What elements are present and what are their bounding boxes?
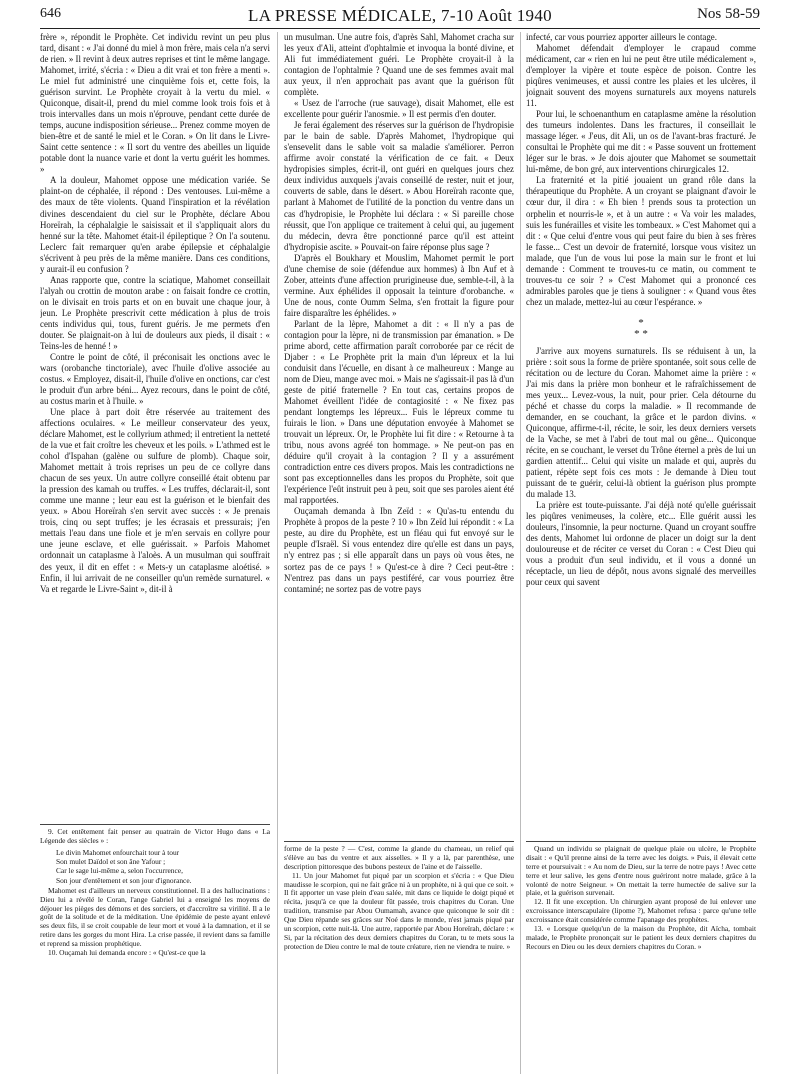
column-2-body <box>284 32 514 838</box>
page-number: 646 <box>40 6 61 21</box>
footnote-10: 10. Ouçamah lui demanda encore : « Qu'est-ce que la <box>48 947 206 957</box>
footnote-10-continued: forme de la peste ? — C'est, comme la glande du chameau, un relief qui s'élève au bas du ventre et aux aisselles. » Il y a là, par parenthèse, une description pittoresque des bubons pesteux de l'aine et de l'aisselle. <box>284 844 514 871</box>
paragraph: frère », répondit le Prophète. Cet individu revint un peu plus tard, disant : « J'ai donné du miel à mon frère, mais cela n'a servi de rien. » Il revint à deux autres reprises et tint le même langage. Mahomet, irrité, s'écria : « Dieu a dit vrai et ton frère a menti ». Le miel fut administré une cinquième fois et, cette fois, la guérison survint. Le Prophète croyait à la vertu du miel. « Quiconque, disait-il, prend du miel comme look trois fois et à trois intervalles dans un mois n'éprouve, pendant cette durée de temps, aucune indisposition sérieuse... Prenez comme moyen de bien-être et de santé le miel et le Coran. » On lit dans le Livre-Saint cette sentence : « Il sort du ventre des abeilles un liquide potable dont la nuance varie et dont la vertu guérit les hommes. » <box>40 32 270 175</box>
verse-line: Son mulet Daïdol et son âne Yafour ; <box>56 857 166 866</box>
paragraph: Contre le point de côté, il préconisait les onctions avec le wars (orobanche tinctoriale), avec l'huile d'olive associée au costus. « Employez, disait-il, l'huile d'olive en onctions, car c'est le produit d'un arbre béni... Ayez recours, dans le point de côté, au costus marin et à l'huile. » <box>40 351 270 407</box>
footnote-9-continued: Mahomet est d'ailleurs un nerveux constitutionnel. Il a des hallucinations : Dieu lui a révélé le Coran, l'ange Gabriel lui a enseigné les moyens de déjouer les pièges des démons et des sorciers, et d'accroître sa virilité. Il a le goût de la solitude et de la méditation. Une épidémie de peste ayant enlevé ses deux fils, il se croit coupable de leur mort et voué à la damnation, et il se retire dans les gorges du mont Hira. La crise passée, il revient dans sa famille et reprend sa mission prophétique. <box>40 885 270 948</box>
footnotes <box>526 845 756 952</box>
paragraph: Mahomet défendait d'employer le crapaud comme médicament, car « rien en lui ne peut être utile médicalement », d'employer la vipère et toute espèce de poison. Contre les piqûres venimeuses, et aussi contre les plaies et les ulcères, il joignait souvent des moyens surnaturels aux moyens naturels 11. <box>526 43 756 109</box>
paragraph: Pour lui, le schoenanthum en cataplasme amène la résolution des tumeurs indolentes. Dans les fractures, il conseillait le massage léger. « J'eus, dit Ali, un os de l'avant-bras fracturé. Je consultai le Prophète qui me dit : « Passe souvent un frottement léger sur le bras. » Je dois ajouter que Mahomet se soumettait lui-même, de bon gré, aux interventions chirurgicales 12. <box>526 109 756 175</box>
paragraph: Je ferai également des réserves sur la guérison de l'hydropisie par le bain de sable. D'après Mahomet, l'hydropique qui s'ensevelit dans le sable voit sa maladie s'améliorer. Perron affirme avoir constaté la vérification de ce fait. « Deux hydropisies simples, écrit-il, ont guéri en quelques jours chez deux individus auxquels j'avais conseillé de rester, nuit et jour, couverts de sable, dans le désert. » Abou Horeïrah raconte que, parlant à Mahomet de l'utilité de la ponction du ventre dans un cas d'hydropisie, le Prophète lui déclara : « Si pareille chose réussit, que l'on applique ce traitement à celui qui, au jugement du médecin, devra être ponctionné parce qu'il est atteint d'hydropisie ascite. » Pouvait-on faire réponse plus sage ? <box>284 120 514 252</box>
footnote-11: 11. Un jour Mahomet fut piqué par un scorpion et s'écria : « Que Dieu maudisse le scorpion, qui ne fait grâce ni à un prophète, ni à qui que ce soit. » Il fit apporter un vase plein d'eau salée, mit dans ce liquide le doigt piqué et récita, jusqu'à ce que la douleur fût passée, trois chapitres du Coran. Une tradition, transmise par Abou Oumamah, avance que quiconque le soir dit : Que Dieu répande ses grâces sur Noé dans le monde, n'est jamais piqué par un scorpion, cette nuit-là. Une autre, rapportée par Abou Horeïrah, déclare : « Si, par la récitation des deux derniers chapitres du Coran, tu te mets sous la protection de Dieu contre le mal de toute créature, rien ne viendra te nuire. » <box>284 870 514 951</box>
footnote-rule <box>526 841 756 842</box>
column-divider <box>520 32 521 1074</box>
paragraph: Parlant de la lèpre, Mahomet a dit : « Il n'y a pas de contagion pour la lèpre, ni de transmission par émanation. » De prime abord, cette affirmation paraît corroborée par ce récit de Djaber : « Le Prophète prit la main d'un lépreux et la lui conduisit dans l'écuelle, en disant à ce malheureux : Mange au nom de Dieu, mange avec moi. » Mais ne s'agissait-il pas là d'un geste de pitié fraternelle ? En tout cas, certains propos de Mahomet éveillent l'idée de contagiosité : « Ne fixez pas pendant longtemps les lépreux... Fuis le lépreux comme tu fuirais le lion. » Dans une députation envoyée à Mahomet se trouvait un lépreux. Or, le Prophète lui fit dire : « Retourne à ta tribu, nous avons agréé ton hommage. » Ne peut-on pas en déduire qu'il croyait à la contagion ? Il y a assurément contradiction entre ces divers propos. Mais les contradictions ne sont pas exceptionnelles dans les propos du Prophète, soit que l'expérience l'eût instruit peu à peu, soit que ses paroles aient été mal rapportées. <box>284 318 514 506</box>
paragraph: La fraternité et la pitié jouaient un grand rôle dans la thérapeutique du Prophète. A un croyant se plaignant d'avoir le cœur dur, il dira : « Eh bien ! prends sous ta protection un orphelin et nourris-le », et à un autre : « Va voir les malades, suis les funérailles et visite les tombeaux. » C'est Mahomet qui a dit : « Que celui d'entre vous qui peut faire du bien à ses frères le fasse... C'est un devoir de fraternité, lorsque vous visitez un malade, que l'un de vous lui pose la main sur le front et lui demande : Comment te trouves-tu ce matin, ou comment te trouves-tu ce soir ? » C'est Mahomet qui a prononcé ces admirables paroles que je tiens à souligner : « Quand vous êtes chez un malade, mettez-lui au cœur l'espérance. » <box>526 175 756 307</box>
verse-line: Son jour d'entêtement et son jour d'ignorance. <box>56 875 192 885</box>
footnote-rule <box>284 841 514 842</box>
footnote-12: 12. Il fit une exception. Un chirurgien ayant proposé de lui enlever une excroissance interscapulaire (lipome ?), Mahomet refusa : parce qu'une telle excroissance était considérée comme l'apanage des prophètes. <box>526 897 756 924</box>
paragraph: Une place à part doit être réservée au traitement des affections oculaires. « Le meilleur conservateur des yeux, déclare Mahomet, est le collyrium athmed; il entretient la netteté de la vue et fait croître les cheveux et les poils. » L'athmed est le cohol d'Ispahan (galène ou sulfure de plomb). Chaque soir, Mahomet mettait à trois reprises un peu de ce collyre dans chacun de ses yeux. Un autre collyre conseillé était obtenu par la pression des kamah ou truffes. « Les truffes, déclarait-il, sont comme une manne ; leur eau est la guérison et le bienfait des yeux. » Abou Horeïrah s'en servit avec succès : « Je prenais trois, cinq ou sept truffes; je les écrasais et pressurais; j'en mettais l'eau dans une fiole et je m'en servais en collyre pour une jeune esclave, et elle guérissait. » Parfois Mahomet ordonnait un cataplasme à l'aloès. A un musulman qui souffrait des yeux, il dit en effet : « Mets-y un cataplasme aloétisé. » Enfin, il lui arrivait de ne conseiller qu'un remède surnaturel. « Va et regarde le Livre-Saint », dit-il à <box>40 407 270 594</box>
paragraph: D'après el Boukhary et Mouslim, Mahomet permit le port d'une chemise de soie (défendue aux hommes) à Ibn Auf et à Zober, atteints d'une affection prurigineuse due, semble-t-il, à la vermine. Aux éphélides il opposait la teinture d'orobanche. « Une de nous, conte Oumm Selma, s'en frottait la figure pour faire disparaître les éphélides. » <box>284 252 514 318</box>
paragraph: J'arrive aux moyens surnaturels. Ils se réduisent à un, la prière : soit sous la forme de prière spontanée, soit sous celle de récitation ou de lecture du Coran. Mahomet aime la prière : « J'ai mis dans la prière mon bonheur et le rafraîchissement de mes yeux... Levez-vous, la nuit, pour prier. Cela détourne du péché et chasse du corps la maladie. » Il recommande de demander, en se couchant, la grâce et le pardon divins. « Quiconque, affirme-t-il, récite, le soir, les deux derniers versets de la Vache, se met à l'abri de tout mal ou gêne... Quiconque récite, en se couchant, le verset du Trône éternel a près de lui un gardien attentif... Celui qui visite un malade et qui, auprès du patient, répète sept fois ces mots : Je demande à Dieu tout puissant de te guérir, celui-là obtient la guérison plus prompte du malade 13. <box>526 345 756 500</box>
footnotes <box>284 845 514 952</box>
footnote-11-continued: Quand un individu se plaignait de quelque plaie ou ulcère, le Prophète disait : « Qu'il prenne ainsi de la terre avec les doigts. » Puis, il élevait cette terre et poursuivait : « Au nom de Dieu, sur la terre de notre pays ! Avec cette terre et leur salive, les gens d'entre nous guériront notre malade, grâce à la volonté de notre Seigneur. » On mettait la terre humectée de salive sur la plaie, et la guérison survenait. <box>526 844 756 898</box>
verse-line: Le divin Mahomet enfourchait tour à tour <box>56 847 180 857</box>
page-header <box>40 6 760 28</box>
paragraph: « Usez de l'arroche (rue sauvage), disait Mahomet, elle est excellente pour guérir l'anosmie. » Il est permis d'en douter. <box>284 98 514 120</box>
paragraph: Ouçamah demanda à Ibn Zeïd : « Qu'as-tu entendu du Prophète à propos de la peste ? 10 » Ibn Zeïd lui répondit : « La peste, au dire du Prophète, est un fléau qui fut envoyé sur le peuple d'Israël. Si vous entendez dire qu'elle est dans un pays, n'y entrez pas ; si elle apparaît dans un pays où vous êtes, ne sortez pas de ce pays ! » Qu'est-ce à dire ? Ceci peut-être : N'entrez pas dans un pays pestiféré, car vous pourriez être contaminé; ne sortez pas de votre pays <box>284 506 514 594</box>
paragraph: infecté, car vous pourriez apporter ailleurs le contage. <box>526 32 717 42</box>
footnotes <box>40 828 270 958</box>
column-divider <box>277 32 278 1074</box>
column-1-body <box>40 32 270 821</box>
paragraph: un musulman. Une autre fois, d'après Sahl, Mahomet cracha sur les yeux d'Ali, atteint d'ophtalmie et invoqua la bonté divine, et Ali fut immédiatement guéri. Le Prophète croyait-il à la contagion de l'ophtalmie ? Quand une de ses femmes avait mal aux yeux, il n'en approchait pas avant que la guérison fût complète. <box>284 32 514 98</box>
separator-stars: * * <box>634 327 648 340</box>
column-1 <box>40 32 270 1074</box>
verse-quatrain <box>56 848 270 885</box>
footnote-9: 9. Cet entêtement fait penser au quatrain de Victor Hugo dans « La Légende des siècles » : <box>40 827 270 845</box>
verse-line: Car le sage lui-même a, selon l'occurrence, <box>56 866 183 876</box>
paragraph: La prière est toute-puissante. J'ai déjà noté qu'elle guérissait les piqûres venimeuses, la colère, etc... Elle guérit aussi les douleurs, l'insomnie, la peur nocturne. Quand un croyant souffre des dents, Mahomet lui ordonne de placer un doigt sur la dent douloureuse et de réciter ce verset du Coran : « C'est Dieu qui vous a produit d'un seul individu, et il vous a donné un réceptacle, un lieu de dépôt, nous avons signalé des merveilles pour ceux qui savent <box>526 500 756 588</box>
paragraph: Anas rapporte que, contre la sciatique, Mahomet conseillait l'alyah ou crottin de mouton arabe : on faisait fondre ce crottin, on le divisait en trois parts et on en buvait une chaque jour, à jeun. Le Prophète prescrivit cette médication à plus de trois cents individus qui, tous, furent guéris. Je me permets d'en douter. Se plaignait-on à lui de douleurs aux pieds, il disait : « Teins-les de henné ! » <box>40 274 270 351</box>
column-2 <box>284 32 514 1074</box>
paragraph: A la douleur, Mahomet oppose une médication variée. Se plaint-on de céphalée, il répond : Des ventouses. Lui-même a des maux de tête violents. Quand l'inspiration et la révélation divines descendaient du ciel sur le Prophète, déclare Abou Horeïrah, la céphalalgie le saisissait et il s'appliquait alors du henné sur la tête. Mahomet était-il épileptique ? On l'a soutenu. Leclerc fait remarquer qu'en arabe épilepsie et céphalalgie s'écrivent à peu près de la même manière. Dans ces conditions, y aurait-il eu confusion ? <box>40 175 270 274</box>
footnote-rule <box>40 824 270 825</box>
journal-title: LA PRESSE MÉDICALE, 7-10 Août 1940 <box>248 6 552 25</box>
separator-star: * <box>638 316 644 329</box>
section-separator <box>526 318 756 340</box>
column-3-body <box>526 32 756 838</box>
issue-number: Nos 58-59 <box>697 6 760 22</box>
column-3 <box>526 32 756 1074</box>
header-rule <box>40 28 760 29</box>
footnote-13: 13. « Lorsque quelqu'un de la maison du Prophète, dit Aïcha, tombait malade, le Prophète prononçait sur le patient les deux derniers chapitres du Recours en Dieu ou les deux derniers chapitres du Coran. » <box>526 923 756 951</box>
